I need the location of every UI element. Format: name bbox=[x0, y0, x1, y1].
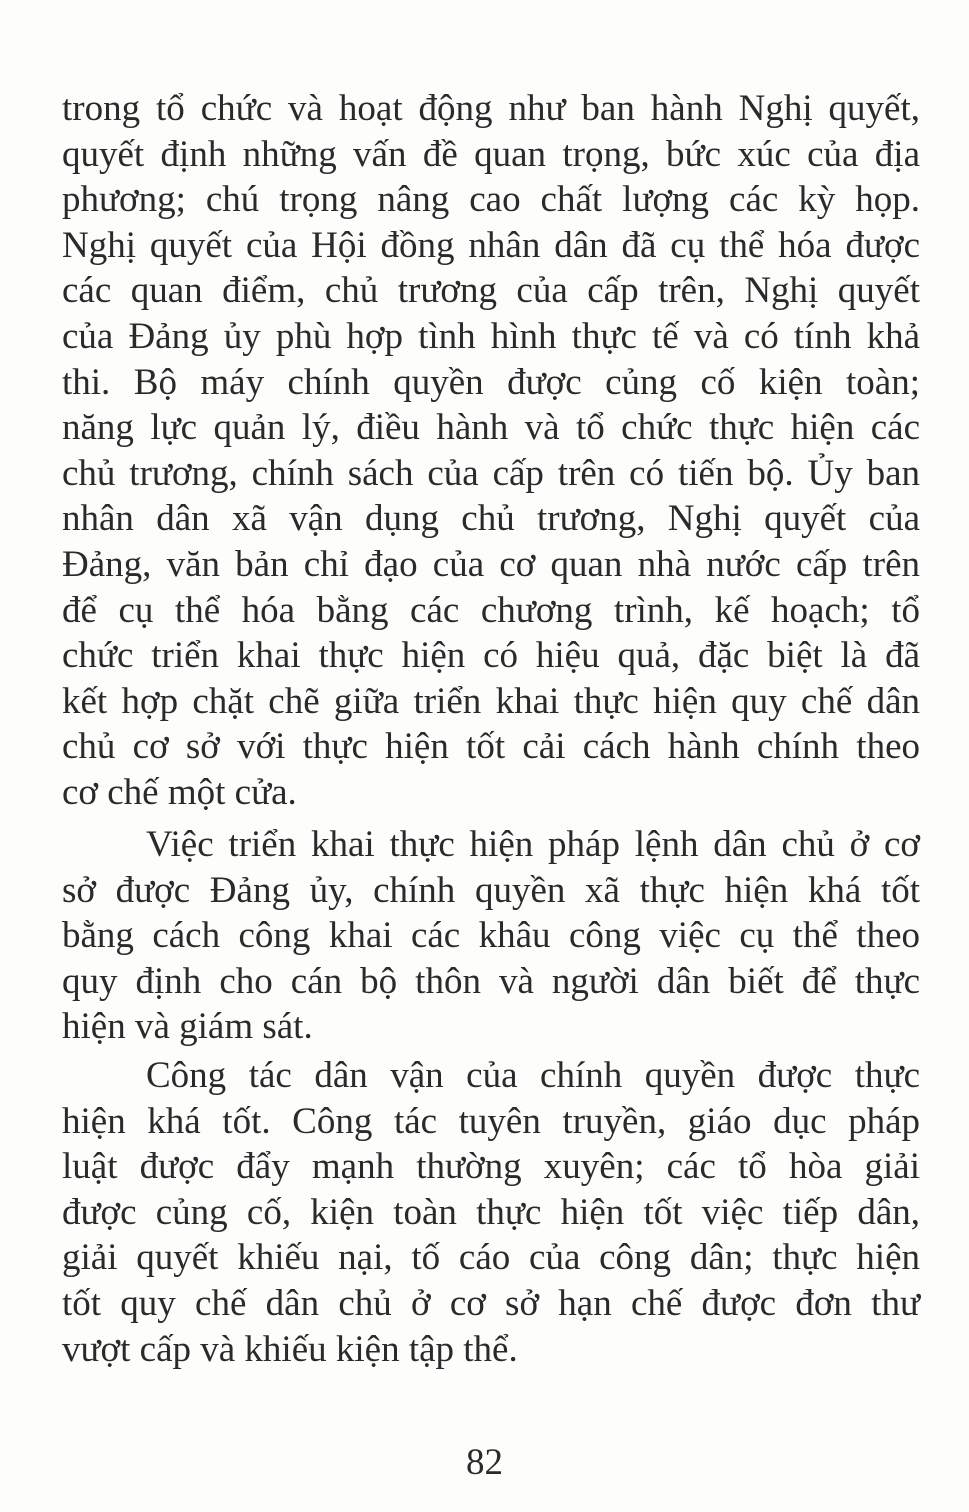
text-line: sở được Đảng ủy, chính quyền xã thực hiện khá tốt bbox=[62, 869, 920, 911]
text-line: chức triển khai thực hiện có hiệu quả, đặc biệt là đã bbox=[62, 635, 920, 677]
text-line: kết hợp chặt chẽ giữa triển khai thực hiện quy chế dân bbox=[62, 680, 920, 722]
text-line: trong tổ chức và hoạt động như ban hành Nghị quyết, bbox=[62, 88, 920, 129]
paragraph-3 bbox=[62, 1053, 920, 1372]
paragraph-1 bbox=[62, 86, 920, 816]
text-line: của Đảng ủy phù hợp tình hình thực tế và có tính khả bbox=[62, 315, 920, 357]
text-line: hiện khá tốt. Công tác tuyên truyền, giáo dục pháp bbox=[62, 1100, 920, 1142]
text-line: tốt quy chế dân chủ ở cơ sở hạn chế được đơn thư bbox=[62, 1282, 920, 1324]
text-line: Công tác dân vận của chính quyền được thực bbox=[146, 1055, 920, 1096]
text-line: quyết định những vấn đề quan trọng, bức xúc của địa bbox=[62, 133, 920, 175]
text-line: quy định cho cán bộ thôn và người dân biết để thực bbox=[62, 960, 920, 1002]
text-line: cơ chế một cửa. bbox=[62, 771, 297, 813]
text-line: Việc triển khai thực hiện pháp lệnh dân chủ ở cơ bbox=[146, 824, 920, 865]
text-line: Đảng, văn bản chỉ đạo của cơ quan nhà nước cấp trên bbox=[62, 543, 920, 585]
text-line: luật được đẩy mạnh thường xuyên; các tổ hòa giải bbox=[62, 1146, 920, 1188]
paragraph-2 bbox=[62, 822, 920, 1050]
text-line: năng lực quản lý, điều hành và tổ chức thực hiện các bbox=[62, 407, 920, 449]
text-line: để cụ thể hóa bằng các chương trình, kế hoạch; tổ bbox=[62, 589, 920, 631]
page-number: 82 bbox=[466, 1442, 503, 1483]
text-line: chủ trương, chính sách của cấp trên có tiến bộ. Ủy ban bbox=[62, 452, 920, 494]
text-line: hiện và giám sát. bbox=[62, 1006, 313, 1048]
text-line: các quan điểm, chủ trương của cấp trên, Nghị quyết bbox=[62, 270, 920, 312]
text-line: vượt cấp và khiếu kiện tập thể. bbox=[62, 1328, 518, 1370]
text-line: được củng cố, kiện toàn thực hiện tốt việc tiếp dân, bbox=[62, 1191, 920, 1233]
text-line: phương; chú trọng nâng cao chất lượng các kỳ họp. bbox=[62, 179, 920, 221]
text-line: Nghị quyết của Hội đồng nhân dân đã cụ thể hóa được bbox=[62, 224, 920, 266]
text-line: bằng cách công khai các khâu công việc cụ thể theo bbox=[62, 915, 920, 957]
text-line: chủ cơ sở với thực hiện tốt cải cách hành chính theo bbox=[62, 726, 920, 768]
text-line: nhân dân xã vận dụng chủ trương, Nghị quyết của bbox=[62, 498, 920, 540]
text-line: giải quyết khiếu nại, tố cáo của công dân; thực hiện bbox=[62, 1237, 920, 1279]
text-line: thi. Bộ máy chính quyền được củng cố kiện toàn; bbox=[62, 361, 920, 403]
